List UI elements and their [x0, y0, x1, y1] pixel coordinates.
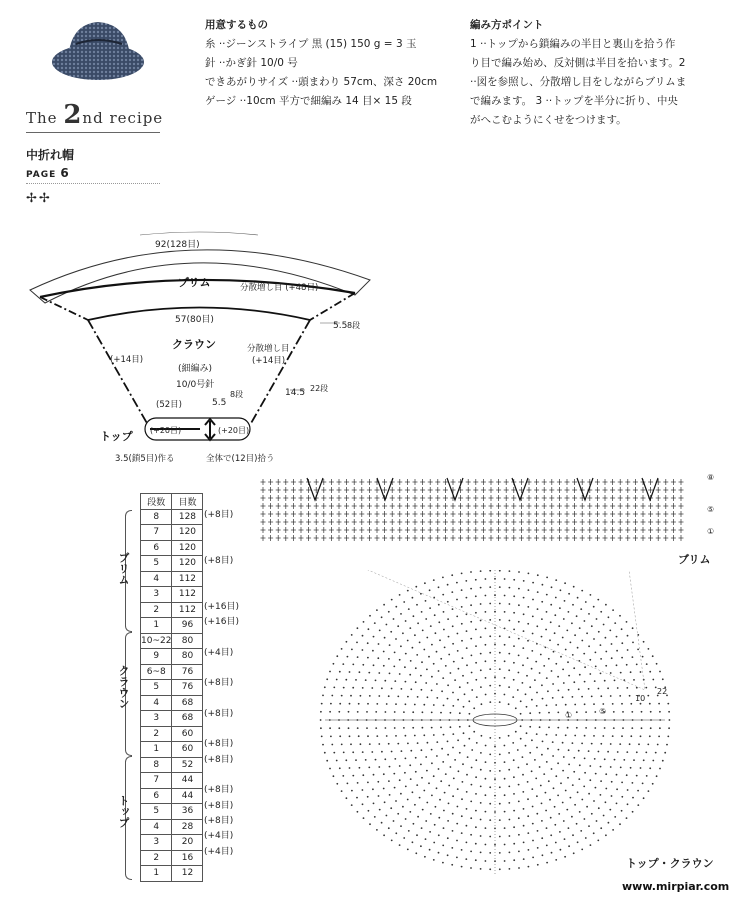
- points-line: ··図を参照し、分散増し目をしながらブリムま: [470, 76, 687, 88]
- table-row: [141, 556, 203, 572]
- row-number: 6~8: [141, 664, 172, 680]
- table-row: [141, 742, 203, 758]
- crown-increase-right-2: (+14目): [252, 356, 286, 366]
- increase-note: (+8目): [204, 739, 234, 750]
- row-number: 4: [141, 819, 172, 835]
- table-row: [141, 866, 203, 882]
- table-row: [141, 680, 203, 696]
- stitch-count: 112: [172, 587, 203, 603]
- divider: [26, 132, 160, 133]
- brim-chart-label: ブリム: [678, 553, 711, 566]
- round-row-marker: ①: [565, 711, 573, 720]
- table-row: [141, 757, 203, 773]
- increase-column: [204, 508, 239, 875]
- crown-depth-label: 14.5: [285, 388, 306, 398]
- brim-row-marker: ⑤: [707, 505, 715, 514]
- difficulty-stars: ✢✢: [26, 191, 52, 206]
- group-label-brim: ブリム: [117, 552, 130, 585]
- crown-label: クラウン: [172, 338, 216, 351]
- increase-note: [204, 523, 239, 538]
- increase-note: [204, 860, 239, 875]
- top-crown-stitch-chart: [315, 570, 675, 880]
- table-row: [141, 587, 203, 603]
- divider: [26, 183, 160, 184]
- materials-line: 糸 ··ジーンストライプ 黒 (15) 150 g = 3 玉: [205, 38, 417, 50]
- table-row: [141, 633, 203, 649]
- brim-rows-label: 8段: [347, 321, 361, 330]
- stitch-count: 112: [172, 602, 203, 618]
- row-number: 6: [141, 540, 172, 556]
- table-row: [141, 726, 203, 742]
- stitch-count: 52: [172, 757, 203, 773]
- row-number: 10~22: [141, 633, 172, 649]
- top-rows-label: 8段: [230, 390, 244, 399]
- increase-note: (+4目): [204, 647, 234, 658]
- stitch-count: 120: [172, 540, 203, 556]
- brim-row-marker: ①: [707, 527, 715, 536]
- increase-note: [204, 630, 239, 645]
- row-number: 4: [141, 571, 172, 587]
- top-label: トップ: [100, 430, 133, 443]
- materials-section: [205, 16, 437, 111]
- row-number: 7: [141, 773, 172, 789]
- row-number: 1: [141, 742, 172, 758]
- table-row: [141, 571, 203, 587]
- row-number: 3: [141, 587, 172, 603]
- table-row: [141, 525, 203, 541]
- increase-note: (+8目): [204, 510, 234, 520]
- brim-stitch-chart: [255, 470, 725, 550]
- stitch-count: 12: [172, 866, 203, 882]
- row-count-table: [140, 493, 203, 882]
- crown-rows-label: 22段: [310, 384, 329, 393]
- round-row-marker: ⑤: [599, 707, 607, 716]
- table-row: [141, 509, 203, 525]
- increase-note: (+8目): [204, 815, 234, 826]
- row-number: 1: [141, 618, 172, 634]
- increase-note: (+16目): [204, 601, 240, 612]
- table-row: [141, 664, 203, 680]
- increase-note: (+8目): [204, 555, 234, 566]
- increase-note: [204, 768, 239, 783]
- stitch-count: 112: [172, 571, 203, 587]
- row-number: 1: [141, 866, 172, 882]
- increase-note: [204, 539, 239, 554]
- table-row: [141, 819, 203, 835]
- row-number: 2: [141, 602, 172, 618]
- materials-line: 針 ··かぎ針 10/0 号: [205, 57, 298, 69]
- table-row: [141, 649, 203, 665]
- stitch-count: 20: [172, 835, 203, 851]
- increase-note: (+16目): [204, 617, 240, 628]
- pickup-label: 全体で(12目)拾う: [206, 454, 275, 464]
- stitch-count: 76: [172, 680, 203, 696]
- points-heading: 編み方ポイント: [470, 19, 544, 31]
- brim-width-label: 92(128目): [155, 240, 200, 250]
- increase-note: (+4目): [204, 846, 234, 857]
- row-number: 5: [141, 680, 172, 696]
- points-section: [470, 16, 720, 130]
- stitch-count: 44: [172, 773, 203, 789]
- stitch-count: 68: [172, 695, 203, 711]
- stitch-count: 28: [172, 819, 203, 835]
- row-number: 5: [141, 804, 172, 820]
- points-line: り目で編み始め、反対側は半目を拾います。2: [470, 57, 686, 69]
- stitch-count: 44: [172, 788, 203, 804]
- table-row: [141, 835, 203, 851]
- stitch-count: 80: [172, 633, 203, 649]
- row-number: 9: [141, 649, 172, 665]
- hat-photo: [48, 14, 148, 86]
- stitch-count: 96: [172, 618, 203, 634]
- crown-width-label: 57(80目): [175, 315, 214, 325]
- stitch-count: 80: [172, 649, 203, 665]
- table-row: [141, 695, 203, 711]
- increase-note: (+8目): [204, 785, 234, 796]
- brim-increase-label: 分散増し目 (+48目): [240, 283, 319, 293]
- stitch-count: 60: [172, 726, 203, 742]
- increase-note: [204, 569, 239, 584]
- table-row: [141, 788, 203, 804]
- materials-heading: 用意するもの: [205, 19, 268, 31]
- table-row: [141, 602, 203, 618]
- hat-schematic: [0, 225, 400, 475]
- increase-note: (+4目): [204, 831, 234, 842]
- stitch-count: 36: [172, 804, 203, 820]
- page-title: 中折れ帽: [26, 148, 75, 162]
- increase-note: (+8目): [204, 678, 234, 689]
- crown-increase-right-1: 分散増し目: [247, 344, 290, 354]
- increase-note: [204, 584, 239, 599]
- stitch-count: 60: [172, 742, 203, 758]
- row-number: 7: [141, 525, 172, 541]
- top-depth-label: 5.5: [212, 398, 227, 408]
- page-reference: PAGE 6: [26, 166, 70, 180]
- top-crown-chart-label: トップ・クラウン: [626, 857, 714, 870]
- table-row: [141, 618, 203, 634]
- materials-line: できあがりサイズ ··頭まわり 57cm、深さ 20cm: [205, 76, 438, 88]
- top-increase-left: (+20目): [150, 426, 182, 435]
- brim-label: ブリム: [178, 276, 211, 289]
- table-row: [141, 850, 203, 866]
- group-label-crown: クラウン: [117, 665, 130, 709]
- points-line: がへこむようにくせをつけます。: [470, 114, 627, 126]
- brim-row-marker: ⑧: [707, 473, 715, 482]
- points-line: 1 ··トップから鎖編みの半目と裏山を拾う作: [470, 38, 676, 50]
- materials-line: ゲージ ··10cm 平方で細編み 14 目× 15 段: [205, 95, 412, 107]
- increase-note: [204, 692, 239, 707]
- row-number: 2: [141, 726, 172, 742]
- top-increase-right: (+20目): [218, 426, 250, 435]
- row-number: 8: [141, 509, 172, 525]
- table-row: [141, 773, 203, 789]
- increase-note: [204, 661, 239, 676]
- row-number: 8: [141, 757, 172, 773]
- increase-note: (+8目): [204, 754, 234, 765]
- stitch-count: 16: [172, 850, 203, 866]
- row-number: 3: [141, 711, 172, 727]
- stitch-count: 120: [172, 525, 203, 541]
- table-row: [141, 804, 203, 820]
- increase-note: (+8目): [204, 800, 234, 811]
- stitch-count: 128: [172, 509, 203, 525]
- stitch-count: 76: [172, 664, 203, 680]
- increase-note: (+8目): [204, 708, 234, 719]
- stitch-count: 68: [172, 711, 203, 727]
- recipe-number: The 2nd recipe: [26, 100, 164, 130]
- watermark-url: www.mirpiar.com: [622, 880, 730, 893]
- table-row: [141, 540, 203, 556]
- table-header-rows: 段数: [141, 494, 172, 510]
- row-number: 6: [141, 788, 172, 804]
- needle-label: 10/0号針: [176, 380, 215, 390]
- row-number: 4: [141, 695, 172, 711]
- chain-label: 3.5(鎖5目)作る: [115, 454, 175, 464]
- row-number: 3: [141, 835, 172, 851]
- crown-stitch-label: (細編み): [178, 364, 213, 374]
- points-line: で編みます。 3 ··トップを半分に折り、中央: [470, 95, 678, 107]
- table-row: [141, 711, 203, 727]
- row-number: 2: [141, 850, 172, 866]
- row-number: 5: [141, 556, 172, 572]
- top-stitch-label: (52目): [156, 400, 182, 410]
- round-row-marker: 22: [657, 687, 668, 696]
- stitch-count: 120: [172, 556, 203, 572]
- round-row-marker: 10: [635, 694, 646, 703]
- brim-depth-label: 5.5: [333, 321, 348, 331]
- crown-increase-left: (+14目): [110, 355, 144, 365]
- group-label-top: トップ: [117, 795, 130, 828]
- increase-note: [204, 722, 239, 737]
- table-header-stitches: 目数: [172, 494, 203, 510]
